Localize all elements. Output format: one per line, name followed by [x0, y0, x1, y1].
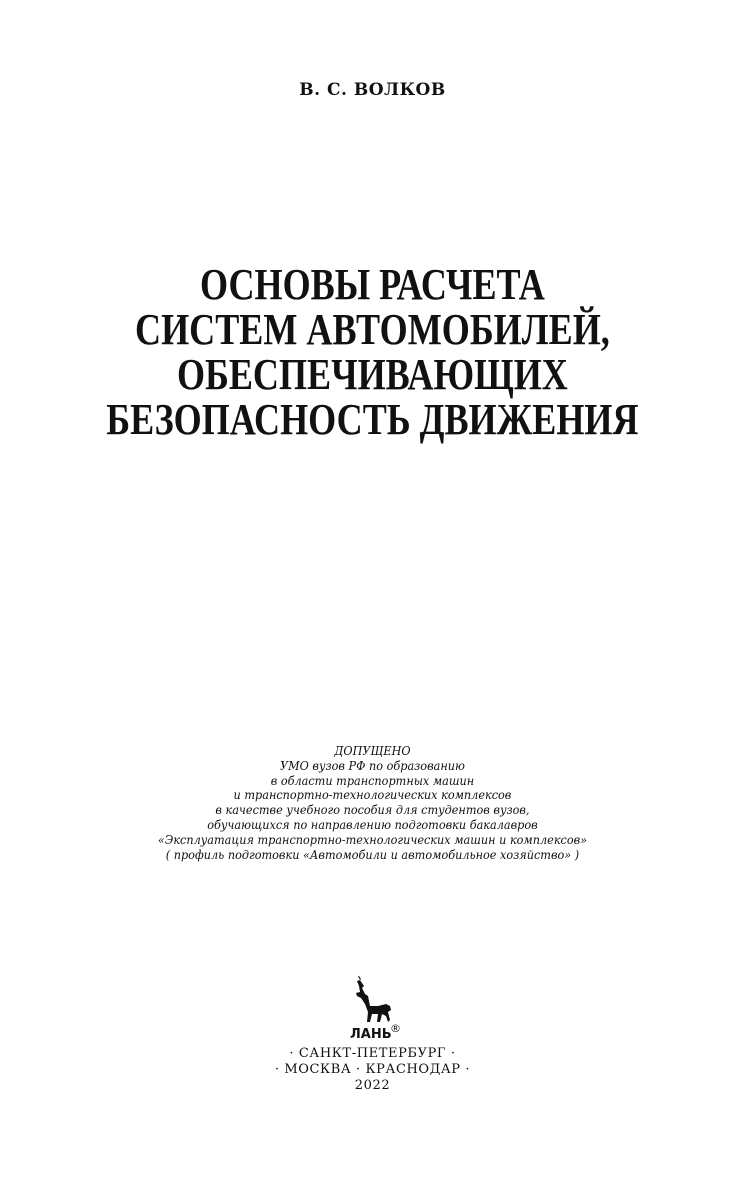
approval-line: и транспортно-технологических комплексов — [233, 787, 512, 803]
book-title — [67, 262, 678, 442]
approval-line: ( профиль подготовки «Автомобили и автомобильное хозяйство» ) — [165, 846, 580, 862]
approval-line: ДОПУЩЕНО — [334, 743, 411, 758]
registered-mark: ® — [390, 1022, 401, 1035]
publisher-logo — [348, 976, 404, 1042]
approval-line: в качестве учебного пособия для студентов вузов, — [215, 802, 530, 818]
imprint-city-line: · САНКТ-ПЕТЕРБУРГ · — [289, 1046, 456, 1061]
publisher-logo-text: ЛАНЬ — [350, 1027, 392, 1042]
imprint — [0, 1046, 745, 1094]
doe-icon — [348, 976, 404, 1042]
title-line: ОСНОВЫ РАСЧЕТА — [199, 260, 545, 309]
approval-line: УМО вузов РФ по образованию — [279, 757, 465, 773]
approval-line: «Эксплуатация транспортно-технологических машин и комплексов» — [157, 831, 588, 847]
approval-line: в области транспортных машин — [270, 772, 475, 788]
title-line: ОБЕСПЕЧИВАЮЩИХ — [176, 350, 568, 399]
approval-line: обучающихся по направлению подготовки бакалавров — [207, 816, 538, 832]
title-line: БЕЗОПАСНОСТЬ ДВИЖЕНИЯ — [106, 395, 639, 444]
approval-statement — [37, 744, 708, 862]
imprint-city-line: · МОСКВА · КРАСНОДАР · — [274, 1062, 471, 1077]
author-name: В. С. ВОЛКОВ — [299, 80, 446, 100]
imprint-year: 2022 — [354, 1078, 391, 1093]
title-line: СИСТЕМ АВТОМОБИЛЕЙ, — [135, 305, 610, 354]
